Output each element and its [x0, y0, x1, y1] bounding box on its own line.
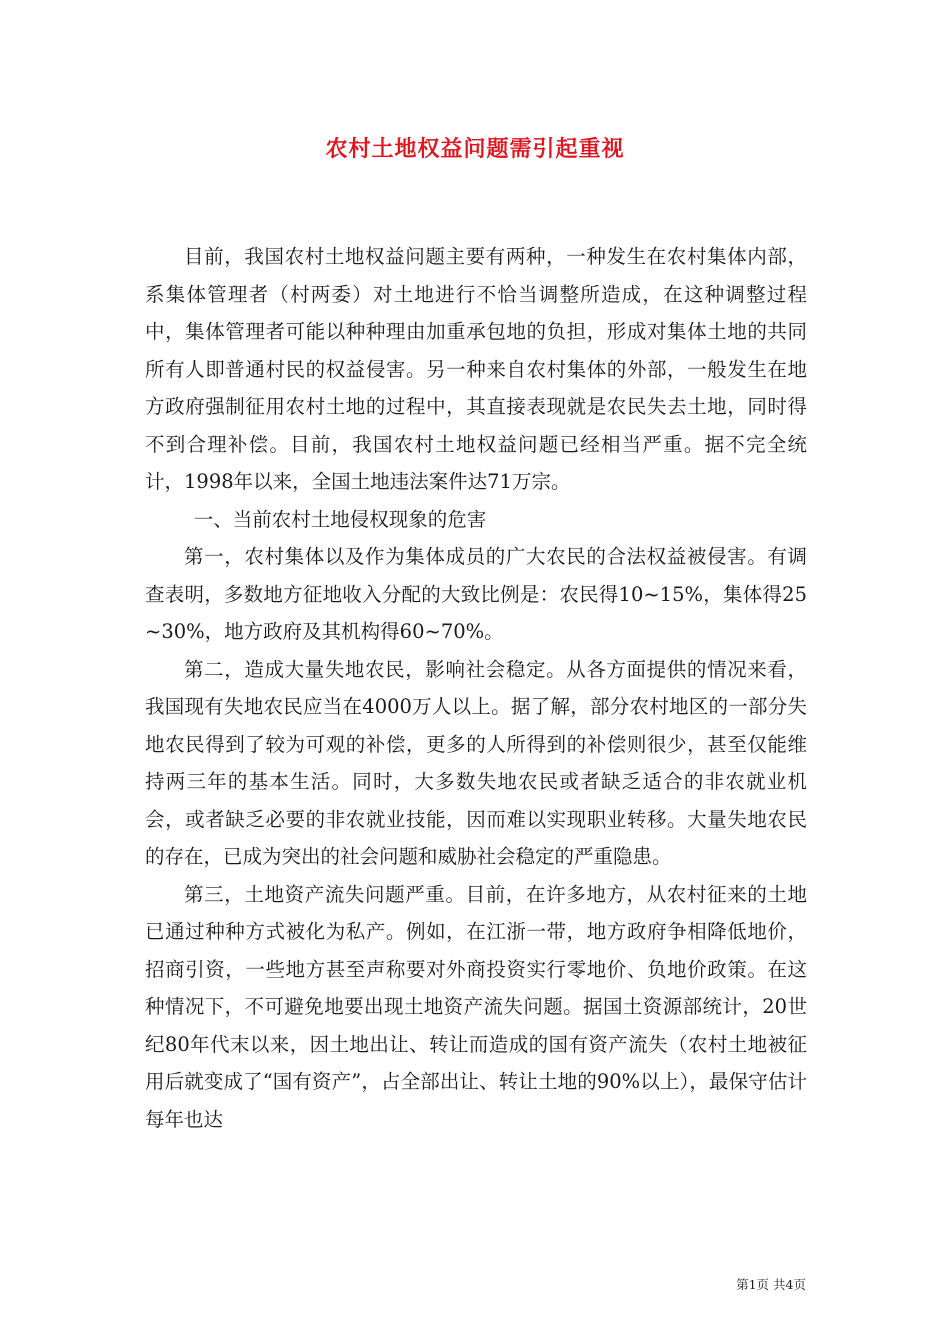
paragraph-third: 第三，土地资产流失问题严重。目前，在许多地方，从农村征来的土地已通过种种方式被化为私产。例如，在江浙一带，地方政府争相降低地价，招商引资，一些地方甚至声称要对外商投资实行零地价、负地价政策。在这种情况下，不可避免地要出现土地资产流失问题。据国土资源部统计，20世纪80年代末以来，因土地出让、转让而造成的国有资产流失（农村土地被征用后就变成了“国有资产”，占全部出让、转让土地的90%以上），最保守估计每年也达: [145, 882, 807, 1131]
paragraph-first: 第一，农村集体以及作为集体成员的广大农民的合法权益被侵害。有调查表明，多数地方征地收入分配的大致比例是：农民得10~15%，集体得25~30%，地方政府及其机构得60~70%。: [145, 545, 807, 643]
paragraph-intro: 目前，我国农村土地权益问题主要有两种，一种发生在农村集体内部，系集体管理者（村两委）对土地进行不恰当调整所造成，在这种调整过程中，集体管理者可能以种种理由加重承包地的负担，形成对集体土地的共同所有人即普通村民的权益侵害。另一种来自农村集体的外部，一般发生在地方政府强制征用农村土地的过程中，其直接表现就是农民失去土地，同时得不到合理补偿。目前，我国农村土地权益问题已经相当严重。据不完全统计，1998年以来，全国土地违法案件达71万宗。: [145, 245, 807, 493]
document-title: 农村土地权益问题需引起重视: [325, 136, 625, 162]
section-heading: 一、当前农村土地侵权现象的危害: [193, 507, 487, 531]
paragraph-second: 第二，造成大量失地农民，影响社会稳定。从各方面提供的情况来看，我国现有失地农民应当在4000万人以上。据了解，部分农村地区的一部分失地农民得到了较为可观的补偿，更多的人所得到的补偿则很少，甚至仅能维持两三年的基本生活。同时，大多数失地农民或者缺乏适合的非农就业机会，或者缺乏必要的非农就业技能，因而难以实现职业转移。大量失地农民的存在，已成为突出的社会问题和威胁社会稳定的严重隐患。: [145, 657, 807, 868]
page-number-footer: 第1页 共4页: [736, 1277, 806, 1292]
document-body: [145, 238, 807, 1138]
